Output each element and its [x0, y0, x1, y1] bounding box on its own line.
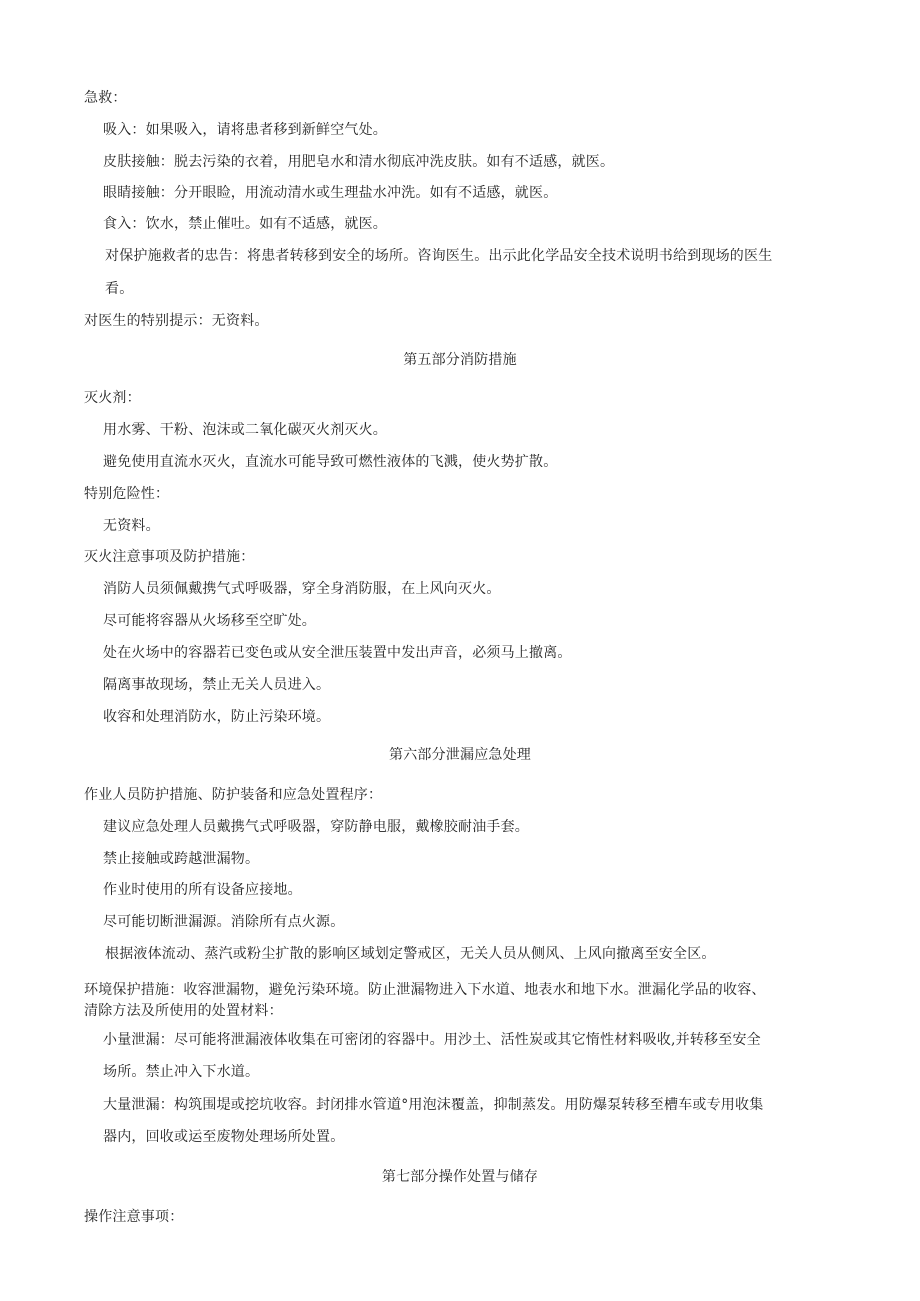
first-aid-inhalation: 吸入：如果吸入，请将患者移到新鲜空气处。 — [103, 122, 387, 138]
first-aid-doctor-note: 对医生的特别提示：无资料。 — [84, 313, 269, 329]
section5-precaution-item: 隔离事故现场，禁止无关人员进入。 — [103, 677, 331, 693]
section6-large-spill-line2: 器内，回收或运至废物处理场所处置。 — [103, 1129, 345, 1145]
section7-handling-title: 操作注意事项： — [84, 1209, 184, 1225]
section6-personal-item: 作业时使用的所有设备应接地。 — [103, 882, 302, 898]
section5-hazards-title: 特别危险性： — [84, 486, 170, 502]
section5-precaution-item: 消防人员须佩戴携气式呼吸器，穿全身消防服，在上风向灭火。 — [103, 581, 501, 597]
section5-precaution-item: 收容和处理消防水，防止污染环境。 — [103, 709, 331, 725]
first-aid-rescuer-advice-line2: 看。 — [105, 281, 134, 297]
section5-extinguishing-2: 避免使用直流水灭火，直流水可能导致可燃性液体的飞溅，使火势扩散。 — [103, 454, 558, 470]
section6-small-spill-line1: 小量泄漏：尽可能将泄漏液体收集在可密闭的容器中。用沙土、活性炭或其它惰性材料吸收,并转移至安全 — [103, 1032, 761, 1048]
section6-personal-item: 尽可能切断泄漏源。消除所有点火源。 — [103, 914, 345, 930]
first-aid-rescuer-advice-line1: 对保护施救者的忠告：将患者转移到安全的场所。咨询医生。出示此化学品安全技术说明书给到现场的医生 — [105, 248, 773, 264]
section5-heading: 第五部分消防措施 — [403, 352, 517, 368]
section6-env-line1: 环境保护措施：收容泄漏物，避免污染环境。防止泄漏物进入下水道、地表水和地下水。泄漏化学品的收容、 — [84, 982, 766, 998]
section5-precaution-item: 处在火场中的容器若已变色或从安全泄压装置中发出声音，必须马上撤离。 — [103, 645, 572, 661]
first-aid-title: 急救： — [84, 90, 127, 106]
first-aid-eyes: 眼睛接触：分开眼睑，用流动清水或生理盐水冲洗。如有不适感，就医。 — [103, 185, 558, 201]
section5-precaution-item: 尽可能将容器从火场移至空旷处。 — [103, 613, 316, 629]
section5-hazards-1: 无资料。 — [103, 518, 160, 534]
first-aid-ingestion: 食入：饮水，禁止催吐。如有不适感，就医。 — [103, 216, 387, 232]
section6-large-spill-line1: 大量泄漏：构筑围堤或挖坑收容。封闭排水管道°用泡沫覆盖，抑制蒸发。用防爆泵转移至槽车或专用收集 — [103, 1097, 764, 1113]
section6-personal-item: 根据液体流动、蒸汽或粉尘扩散的影响区域划定警戒区，无关人员从侧风、上风向撤离至安全区。 — [105, 946, 716, 962]
first-aid-skin: 皮肤接触：脱去污染的衣着，用肥皂水和清水彻底冲洗皮肤。如有不适感，就医。 — [103, 154, 615, 170]
section6-personal-item: 建议应急处理人员戴携气式呼吸器，穿防静电服，戴橡胶耐油手套。 — [103, 819, 529, 835]
section5-precautions-title: 灭火注意事项及防护措施： — [84, 549, 255, 565]
section5-extinguishing-1: 用水雾、干粉、泡沫或二氧化碳灭火剂灭火。 — [103, 422, 387, 438]
section6-personal-title: 作业人员防护措施、防护装备和应急处置程序： — [84, 787, 383, 803]
section6-env-line2: 清除方法及所使用的处置材料： — [84, 1003, 283, 1019]
section6-personal-item: 禁止接触或跨越泄漏物。 — [103, 851, 260, 867]
section6-small-spill-line2: 场所。禁止冲入下水道。 — [103, 1064, 260, 1080]
section6-heading: 第六部分泄漏应急处理 — [389, 747, 531, 763]
section7-heading: 第七部分操作处置与储存 — [381, 1169, 539, 1185]
section5-extinguishing-title: 灭火剂： — [84, 390, 141, 406]
